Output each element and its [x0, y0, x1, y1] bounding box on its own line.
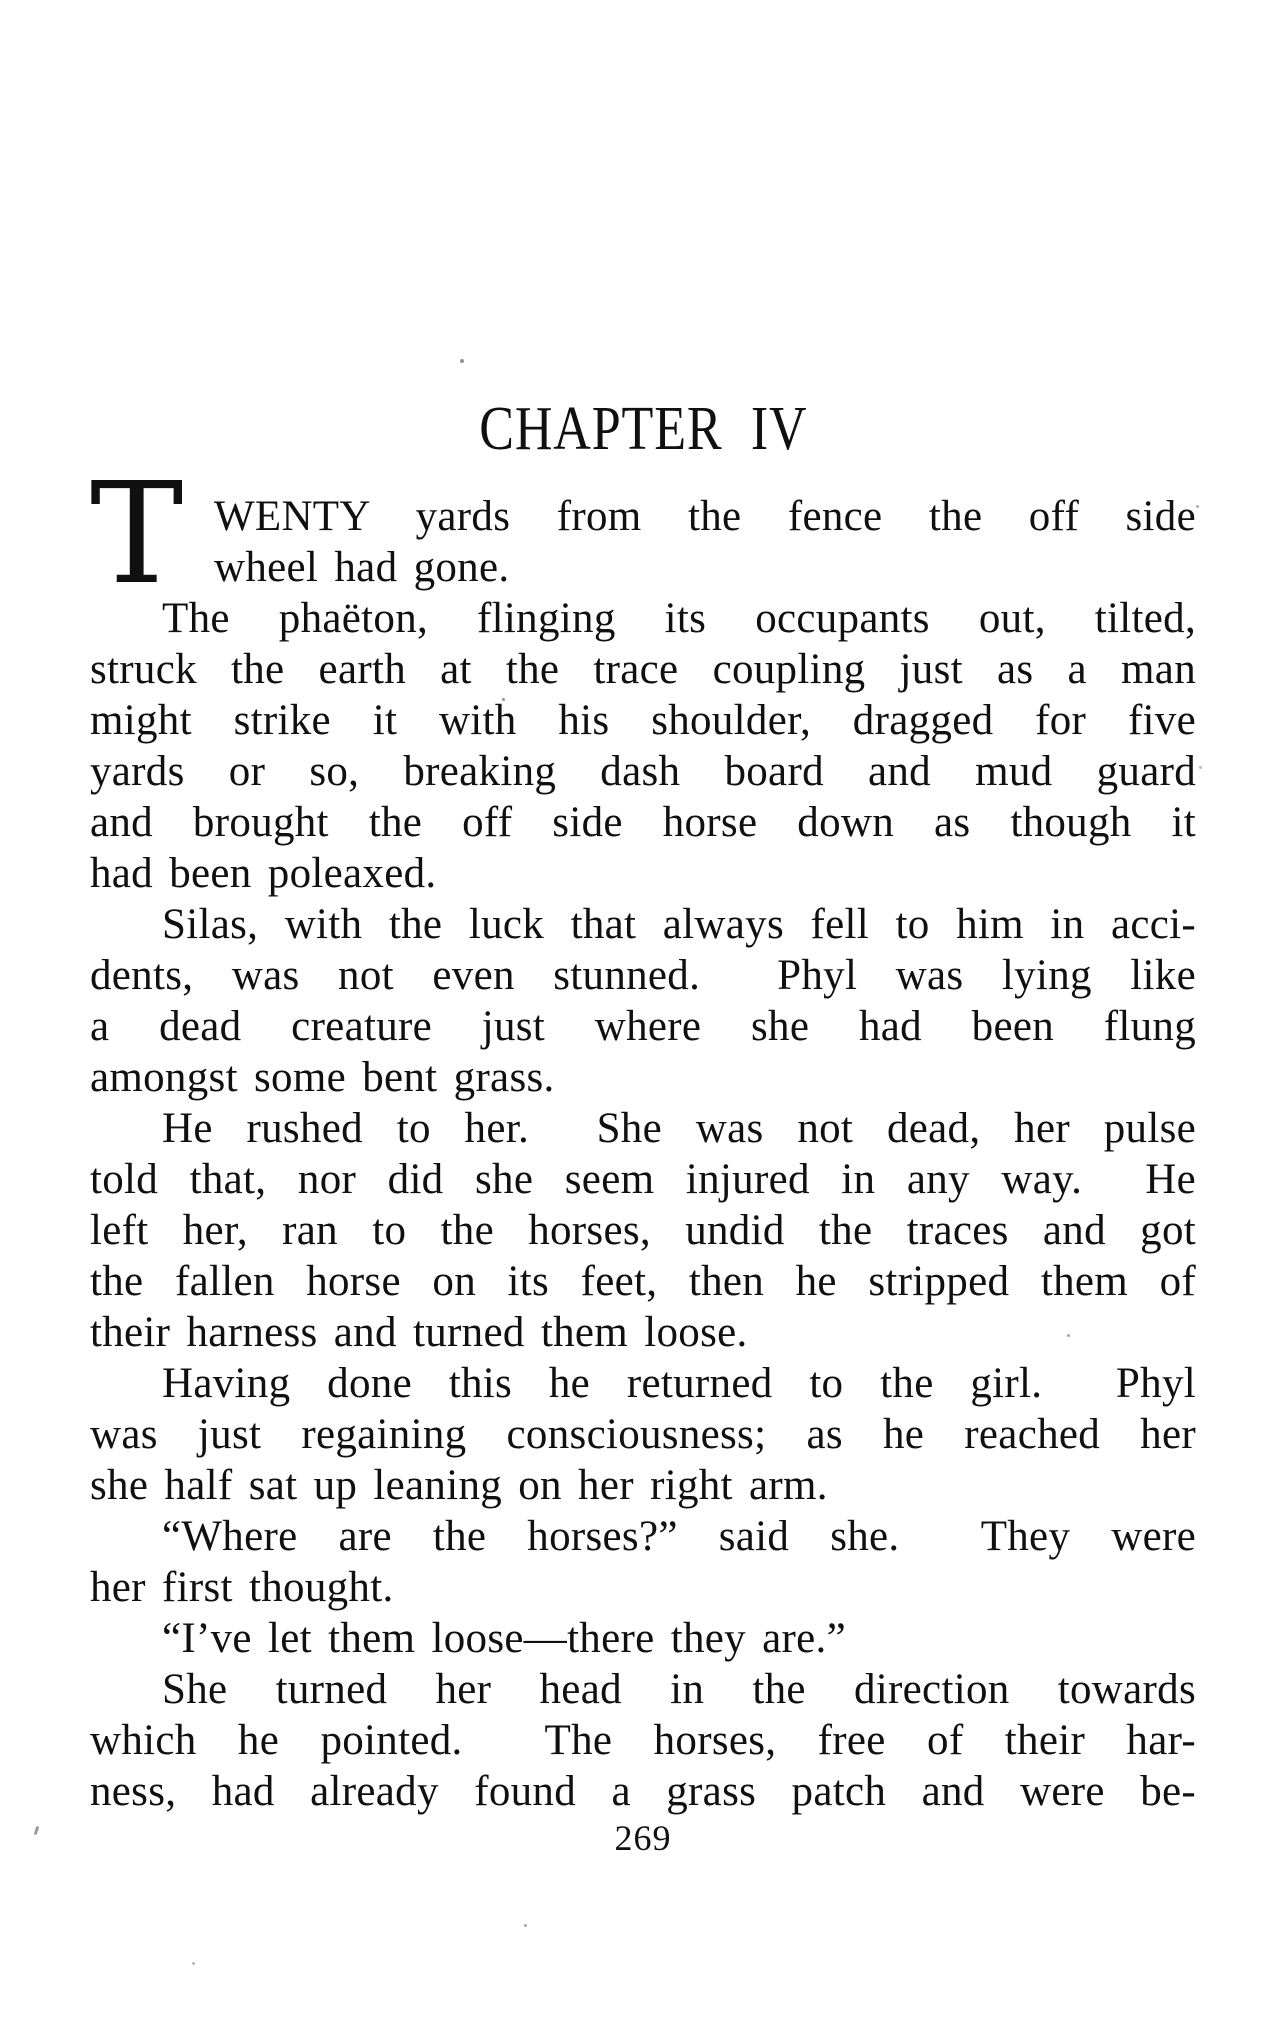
ink-speck	[34, 1826, 40, 1835]
chapter-heading	[90, 395, 1196, 463]
text-line: and brought the off side horse down as though it	[90, 799, 1196, 846]
drop-cap-glyph: T	[90, 453, 184, 616]
text-line: told that, nor did she seem injured in any way. He	[90, 1156, 1196, 1203]
text-line: Silas, with the luck that always fell to him in acci-	[162, 901, 1196, 948]
text-line: ness, had already found a grass patch and were be-	[90, 1768, 1196, 1815]
text-line: wheel had gone.	[214, 544, 510, 591]
text-line: struck the earth at the trace coupling just as a man	[90, 646, 1196, 693]
text-line: “Where are the horses?” said she. They were	[162, 1513, 1196, 1560]
text-line: might strike it with his shoulder, dragged for five	[90, 697, 1196, 744]
text-line: Having done this he returned to the girl. Phyl	[162, 1360, 1196, 1407]
text-line: left her, ran to the horses, undid the traces and got	[90, 1207, 1196, 1254]
paragraph	[90, 593, 1196, 899]
text-line: dents, was not even stunned. Phyl was lying like	[90, 952, 1196, 999]
paragraph	[90, 899, 1196, 1103]
ink-speck	[524, 1924, 527, 1927]
ink-speck	[460, 359, 464, 363]
text-line: He rushed to her. She was not dead, her pulse	[162, 1105, 1196, 1152]
text-line: the fallen horse on its feet, then he stripped them of	[90, 1258, 1196, 1305]
drop-cap-letter	[90, 453, 206, 616]
text-line: she half sat up leaning on her right arm.	[90, 1462, 828, 1509]
paragraph	[90, 1511, 1196, 1613]
text-line: amongst some bent grass.	[90, 1054, 555, 1101]
paragraph	[90, 1358, 1196, 1511]
text-line: their harness and turned them loose.	[90, 1309, 748, 1356]
text-line: The phaëton, flinging its occupants out, tilted,	[162, 595, 1196, 642]
text-line: a dead creature just where she had been flung	[90, 1003, 1196, 1050]
text-line: She turned her head in the direction towards	[162, 1666, 1196, 1713]
ink-speck	[1196, 505, 1199, 508]
paragraph	[90, 1613, 1196, 1664]
paragraph	[90, 1103, 1196, 1358]
paragraph	[90, 1664, 1196, 1817]
text-line: yards or so, breaking dash board and mud guard	[90, 748, 1196, 795]
page-number: 269	[614, 1818, 672, 1858]
paragraph	[90, 453, 1196, 616]
text-line: which he pointed. The horses, free of their har-	[90, 1717, 1196, 1764]
ink-speck	[192, 1962, 195, 1965]
text-line: had been poleaxed.	[90, 850, 437, 897]
text-line: her first thought.	[90, 1564, 394, 1611]
ink-speck	[1199, 766, 1202, 769]
text-line: WENTY yards from the fence the off side	[214, 493, 1196, 540]
chapter-heading-text: CHAPTER IV	[478, 395, 808, 463]
text-line: “I’ve let them loose—there they are.”	[162, 1615, 846, 1662]
text-line: was just regaining consciousness; as he reached her	[90, 1411, 1196, 1458]
text-block	[90, 453, 1196, 1817]
